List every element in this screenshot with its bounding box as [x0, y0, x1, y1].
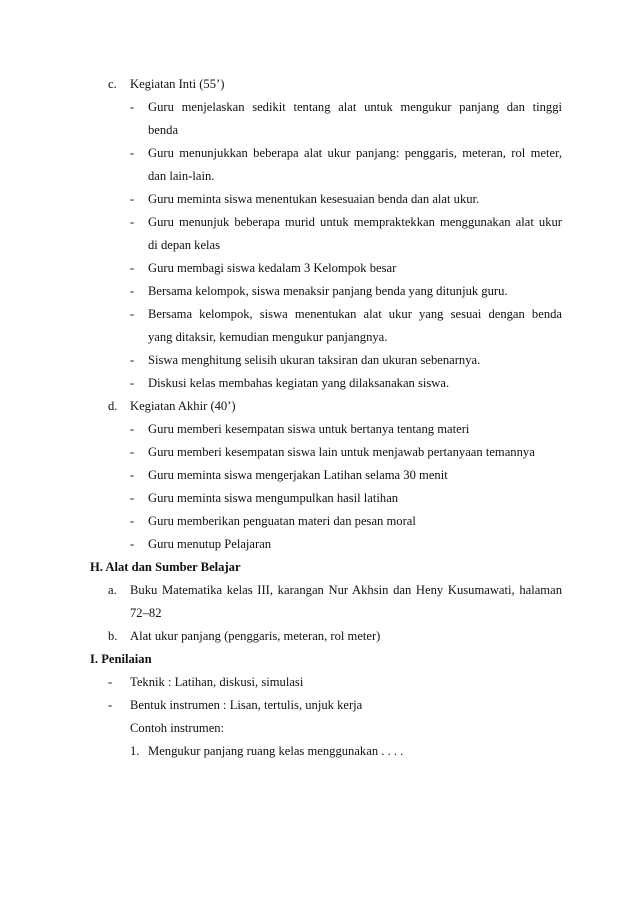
example-label: Contoh instrumen:	[130, 721, 225, 735]
list-dash: -	[130, 261, 135, 275]
list-marker: b.	[108, 629, 118, 643]
list-item-cont: benda	[148, 123, 179, 137]
list-item: Guru meminta siswa mengerjakan Latihan selama 30 menit	[148, 468, 448, 482]
list-item: Alat ukur panjang (penggaris, meteran, rol meter)	[130, 629, 381, 643]
list-dash: -	[130, 445, 135, 459]
section-h-heading: H. Alat dan Sumber Belajar	[90, 560, 241, 574]
list-dash: -	[130, 307, 135, 321]
list-item-cont: 72–82	[130, 606, 162, 620]
list-dash: -	[108, 675, 113, 689]
list-dash: -	[130, 491, 135, 505]
list-item: Buku Matematika kelas III, karangan Nur Akhsin dan Heny Kusumawati, halaman	[130, 583, 562, 597]
list-item: Guru menutup Pelajaran	[148, 537, 272, 551]
list-item: Bentuk instrumen : Lisan, tertulis, unjuk kerja	[130, 698, 363, 712]
list-dash: -	[130, 468, 135, 482]
list-dash: -	[130, 422, 135, 436]
list-item: Guru membagi siswa kedalam 3 Kelompok besar	[148, 261, 397, 275]
list-dash: -	[130, 514, 135, 528]
list-item-cont: yang ditaksir, kemudian mengukur panjangnya.	[148, 330, 388, 344]
list-item: Guru meminta siswa mengumpulkan hasil latihan	[148, 491, 399, 505]
list-item: Guru menjelaskan sedikit tentang alat untuk mengukur panjang dan tinggi	[148, 100, 562, 114]
section-c-title: Kegiatan Inti (55’)	[130, 77, 225, 91]
list-dash: -	[130, 192, 135, 206]
section-c-marker: c.	[108, 77, 117, 91]
example-item: Mengukur panjang ruang kelas menggunakan . . . .	[148, 744, 404, 758]
list-dash: -	[130, 215, 135, 229]
list-dash: -	[130, 353, 135, 367]
list-dash: -	[130, 376, 135, 390]
list-item: Diskusi kelas membahas kegiatan yang dilaksanakan siswa.	[148, 376, 450, 390]
list-item: Guru menunjuk beberapa murid untuk mempraktekkan menggunakan alat ukur	[148, 215, 562, 229]
section-d-marker: d.	[108, 399, 118, 413]
list-item: Bersama kelompok, siswa menaksir panjang benda yang ditunjuk guru.	[148, 284, 508, 298]
list-item-cont: dan lain-lain.	[148, 169, 215, 183]
list-dash: -	[130, 284, 135, 298]
list-item: Guru memberi kesempatan siswa lain untuk menjawab pertanyaan temannya	[148, 445, 535, 459]
example-marker: 1.	[130, 744, 140, 758]
list-item: Guru memberi kesempatan siswa untuk bertanya tentang materi	[148, 422, 470, 436]
list-item: Siswa menghitung selisih ukuran taksiran dan ukuran sebenarnya.	[148, 353, 481, 367]
section-i-heading: I. Penilaian	[90, 652, 152, 666]
list-dash: -	[130, 537, 135, 551]
list-dash: -	[130, 100, 135, 114]
list-item-cont: di depan kelas	[148, 238, 221, 252]
list-item: Bersama kelompok, siswa menentukan alat ukur yang sesuai dengan benda	[148, 307, 562, 321]
list-dash: -	[130, 146, 135, 160]
list-item: Guru menunjukkan beberapa alat ukur panjang: penggaris, meteran, rol meter,	[148, 146, 562, 160]
list-item: Guru memberikan penguatan materi dan pesan moral	[148, 514, 416, 528]
section-d-title: Kegiatan Akhir (40’)	[130, 399, 236, 413]
list-item: Guru meminta siswa menentukan kesesuaian benda dan alat ukur.	[148, 192, 480, 206]
list-marker: a.	[108, 583, 117, 597]
list-dash: -	[108, 698, 113, 712]
list-item: Teknik : Latihan, diskusi, simulasi	[130, 675, 304, 689]
